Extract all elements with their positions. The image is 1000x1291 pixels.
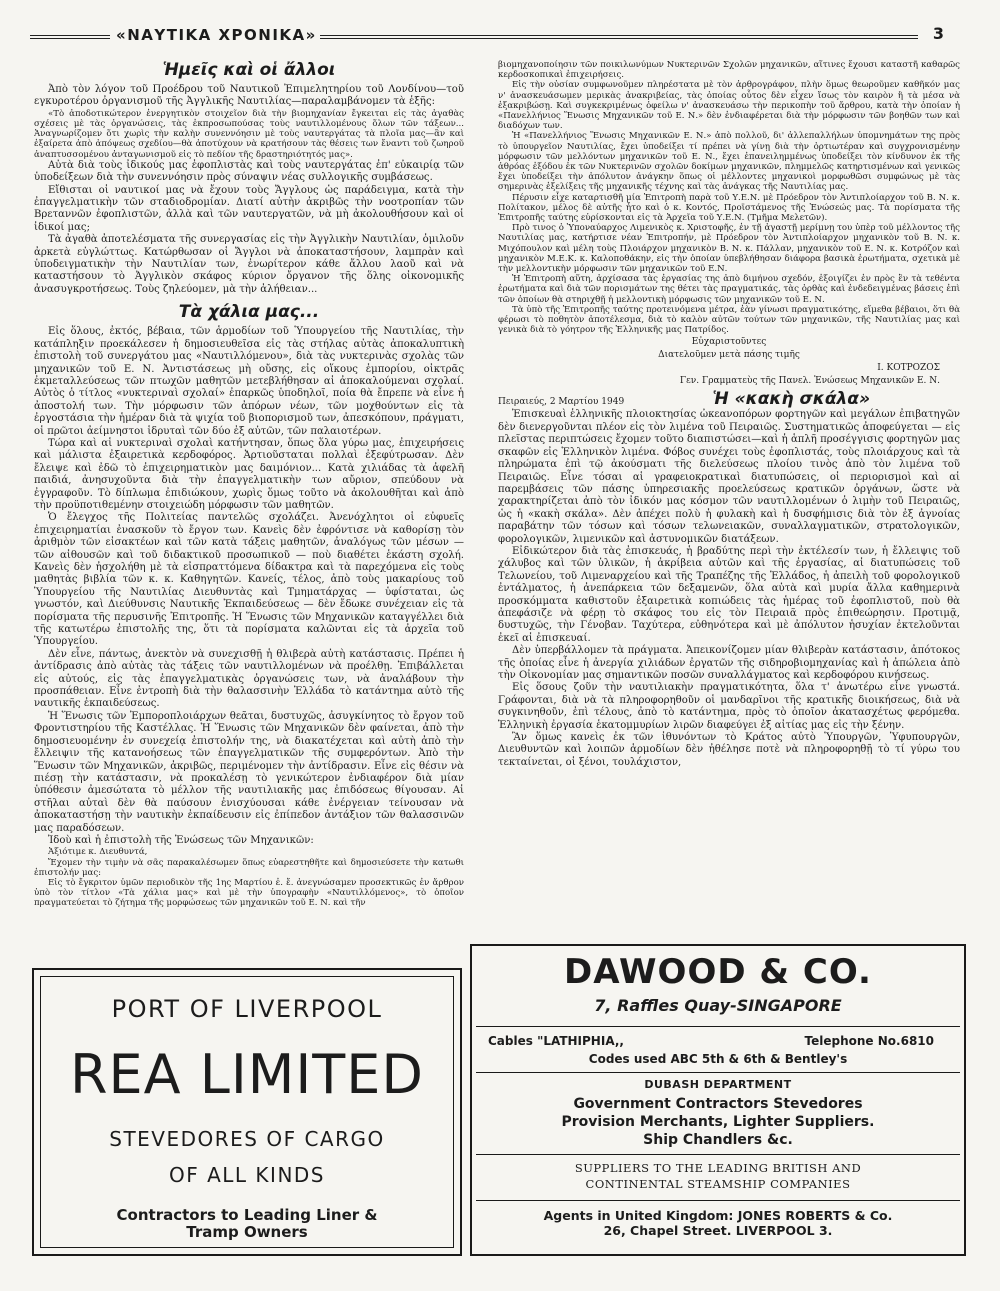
ad-service-line-2: OF ALL KINDS [169,1163,325,1187]
letter-paragraph: Πέρυσιν εἶχε καταρτισθῆ μία Ἐπιτροπὴ παρὰ τοῦ Υ.Ε.Ν. μὲ Πρόεδρον τὸν Ἀντιπλοίαρχον τοῦ Β. Ν. κ. Πολίτακον, μέλος δὲ αὐτῆς ἦτο καὶ ὁ κ. Κοντός, Προϊστάμενος τῆς Ἑνώσεώς μας. Τὰ πορίσματα τῆς Ἐπιτροπῆς ταύτης εὑρίσκονται εἰς τὰ Ἀρχεῖα τοῦ Υ.Ε.Ν. (Τμῆμα Μελετῶν). [498,192,960,224]
ad-service-line-3: Ship Chandlers &c. [643,1132,793,1148]
dateline-row [498,389,960,409]
ad-agents [472,1208,964,1238]
letter-paragraph: Εἰς τὸ ἔγκριτον ὑμῶν περιοδικὸν τῆς 1ης Μαρτίου ἐ. ἔ. ἀνεγνώσαμεν προσεκτικῶς ἐν ἄρθρον ὑπὸ τὸν τίτλον «Τὰ χάλια μας» καὶ μὲ τὴν ὑπογραφὴν «Ναυτιλλόμενος», τὸ ὁποῖον πραγματεύεται τὸ ζήτημα τῆς μορφώσεως τῶν μηχανικῶν τοῦ Ε. Ν. καὶ τῆν [34,877,464,909]
ad-service-line-2: Provision Merchants, Lighter Suppliers. [561,1114,875,1130]
letter-paragraph: Πρὸ τινος ὁ Ὑποναύαρχος Λιμενικὸς κ. Χριστοφῆς, ἐν τῇ ἀγαστῇ μερίμνῃ του ὑπὲρ τοῦ μέλλοντος τῆς Ναυτιλίας μας, κατήρτισε νέαν Ἐπιτροπήν, μὲ Πρόεδρον τὸν Ἀντιπλοίαρχον μηχανικὸν τοῦ Β. Ν. κ. Μιχόπουλον καὶ μέλη τοὺς Πλοιάρχον μηχανικὸν Β. Ν. κ. Πάλλαν, μηχανικὸν τοῦ Ε. Ν. κ. Κοτρόζον καὶ μηχανικὸν Μ.Ε.Κ. κ. Καλοποθάκην, εἰς τὴν ὁποίαν ὑπεβλήθησαν διάφορα βασικὰ ἐρωτήματα, σχετικὰ μὲ τὴν μελλοντικὴν μόρφωσιν τῶν μηχανικῶν τοῦ Ε.Ν. [498,223,960,275]
ad-inner-frame [40,976,454,1248]
header-rule-right [320,35,918,39]
dateline: Πειραιεύς, 2 Μαρτίου 1949 [498,397,625,408]
letter-signer-title: Γεν. Γραμματεὺς τῆς Πανελ. Ἑνώσεως Μηχανικῶν Ε. Ν. [679,376,940,387]
article-paragraph: Ἀπὸ τὸν λόγον τοῦ Προέδρου τοῦ Ναυτικοῦ Ἐπιμελητηρίου τοῦ Λονδίνου—τοῦ εγκυροτέρου ὀργανισμοῦ τῆς Ἀγγλικῆς Ναυτιλίας—παραλαμβάνομεν τὰ ἑξῆς: [34,84,464,108]
ad-telephone: Telephone No.6810 [804,1034,934,1048]
article-heading-our-mess: Τὰ χάλια μας... [178,302,320,323]
ad-divider [476,1026,960,1027]
letter-closing: Εὐχαριστοῦντες [691,337,767,348]
article-paragraph: Εἰς ὅσους ζοῦν τὴν ναυτιλιακὴν πραγματικότητα, ὅλα τ' ἀνωτέρω εἶνε γνωστά. Γράφονται, διὰ νὰ τὰ πληροφορηθοῦν οἱ μανδαρῖνοι τῆς κρατικῆς διοικήσεως, διὰ νὰ συγκινηθοῦν, ἐπὶ τέλους, ἀπὸ τὸ κατάντημα, πρὸς τὸ ὁποῖον ἀκατασχέτως φερόμεθα. Ἑλληνικὴ ἐργασία ἑκατομμυρίων λιρῶν διαφεύγει ἐξ αἰτίας μας εἰς τὴν ξένην. [498,682,960,731]
letter-paragraph: βιομηχανοποίησιν τῶν ποικιλωνύμων Νυκτερινῶν Σχολῶν μηχανικῶν, αἵτινες ἔχουσι καταστῆ καθαρῶς κερδοσκοπικαὶ ἐπιχειρήσεις. [498,60,960,81]
article-paragraph: Ἡ Ἕνωσις τῶν Ἐμποροπλοιάρχων θεᾶται, δυστυχῶς, ἀσυγκίνητος τὸ ἔργον τοῦ Φροντιστηρίου τῆς Καστέλλας. Ἡ Ἕνωσις τῶν Μηχανικῶν δὲν φαίνεται, ἀπὸ τὴν δημοσιευομένην ἐν συνεχείᾳ ἐπιστολήν της, νὰ διακατέχεται καὶ αὐτὴ ἀπὸ τὴν ἔλλειψιν τῆς κατανοήσεως τῶν ἐπαγγελματικῶν τῆς συμφερόντων. Ἀπὸ τὴν Ἕνωσιν τῶν Μηχανικῶν, ἀκριβῶς, περιμένομεν τὴν ἀντίδρασιν. Εἶνε εἰς θέσιν νὰ πιέσῃ τὴν κατάστασιν, νὰ προκαλέσῃ τὸ γενικώτερον ἐνδιαφέρον διὰ μίαν ὑπόθεσιν ἀμεσώτατα τὸ μέλλον τῆς ναυτιλιακῆς μας ἐπιδόσεως θίγουσαν. Αἱ στῆλαι αὐταὶ δὲν θὰ παύσουν ἐνισχύουσαι κάθε ἐνέργειαν τείνουσαν νὰ ἀποκαταστήσῃ τὴν ναυτικὴν ἐκπαίδευσιν εἰς ἐπίπεδον ἀντάξιον τῶν θαλασσινῶν μας παραδόσεων. [34,710,464,834]
ad-contractors-line-1: Contractors to Leading Liner & [116,1206,378,1224]
ad-service-line: Government Contractors Stevedores [573,1096,863,1112]
ad-port-title: PORT OF LIVERPOOL [111,995,383,1023]
letter-paragraph: Ἡ «Πανελλήνιος Ἕνωσις Μηχανικῶν Ε. Ν.» ἀπὸ πολλοῦ, δι' ἀλλεπαλλήλων ὑπομνημάτων της πρὸς τὸ ὑπουργεῖον Ναυτιλίας, ἔχει ὑποδείξει τί πρέπει νὰ γίνῃ διὰ τὴν ὀρτιωτέραν καὶ συγχρονισμένην μόρφωσιν τῶν μελλόντων μηχανικῶν τοῦ Ε. Ν., ἔχει ἐπανειλημμένως ὑποδείξει τὸν κίνδυνον ἐκ τῆς ἀθρόας ἐξόδου ἐκ τῶν Νυκτερινῶν σχολῶν δοκίμων μηχανικῶν, πλημμελῶς κατηρτισμένων καὶ γενικῶς ἔχει ὑποδείξει τὴν ἀπόλυτον ἀνάγκην ὅπως οἱ μέλλοντες μηχανικοὶ μορφωθῶσι συμφώνως μὲ τὰς σημερινὰς ἐξελίξεις τῆς μηχανικῆς τέχνης καὶ τὰς ἀνάγκας τῆς Ναυτιλίας μας. [498,131,960,193]
ad-divider [476,1200,960,1201]
article-quote: «Τὸ ἀποδοτικώτερον ἐνεργητικὸν στοιχεῖον διὰ τὴν βιομηχανίαν ἔγκειται εἰς τὰς ἀγαθὰς σχέσεις μὲ τὰς ὀργανώσεις, τὰς ἐκπροσωπούσας τοὺς ναυτιλλομένους ὅλων τῶν τάξεων... Ἀναγνωρίζομεν ὅτι χωρὶς τὴν καλὴν συνεννόησιν μὲ τοὺς ναυτεργάτας τὰ πλοῖα μας—ἂν καὶ ἐξαίρετα ἀπὸ ἀπόψεως σχεδίου—θὰ ἀποτύχουν νὰ κρατήσουν τὰς θέσεις των ἔναντι τοῦ ζωηροῦ ἀναπτυσσομένου ἀνταγωνισμοῦ εἰς τὸ πεδίον τῆς δραστηριότητός μας». [34,108,464,160]
ad-company-name: DAWOOD & CO. [564,952,872,992]
letter-paragraph: Τὰ ὑπὸ τῆς Ἐπιτροπῆς ταύτης προτεινόμενα μέτρα, ἐὰν γίνωσι πραγματικότης, εἴμεθα βέβαιοι, ὅτι θὰ φέρωσι τὸ ποθητὸν ἀποτέλεσμα, διὰ τὸ καλὸν αὐτῶν τούτων τῶν μηχανικῶν, τῆς Ναυτιλίας μας καὶ γενικὰ διὰ τὸ γόητρον τῆς Ἑλληνικῆς μας Πατρίδος. [498,304,960,336]
ad-department: DUBASH DEPARTMENT [644,1078,792,1091]
ad-service-line: STEVEDORES OF CARGO [109,1127,385,1151]
article-paragraph: Αὐτὰ διὰ τοὺς ἰδικούς μας ἐφοπλιστὰς καὶ τοὺς ναυτεργάτας ἐπ' εὐκαιρίᾳ τῶν ὑποδείξεων διὰ τὴν συνεννόησιν πρὸς σύναψιν νέας συλλογικῆς συμβάσεως. [34,159,464,184]
letter-signer: Ι. ΚΟΤΡΟΖΟΣ [877,363,940,374]
page-number: 3 [932,24,944,43]
article-heading-bad-port: Ἡ «κακὴ σκάλα» [712,389,870,410]
article-paragraph: Ἰδοὺ καὶ ἡ ἐπιστολὴ τῆς Ἑνώσεως τῶν Μηχανικῶν: [48,834,314,846]
ad-agents-line-1: Agents in United Kingdom: JONES ROBERTS & Co. [543,1208,893,1223]
advertisement-rea-limited [32,968,462,1256]
article-paragraph: Δὲν ὑπερβάλλομεν τὰ πράγματα. Ἀπεικονίζομεν μίαν θλιβερὰν κατάστασιν, ἀπότοκος τῆς ὁποίας εἶνε ἡ ἀνεργία χιλιάδων ἐργατῶν τῆς σιδηροβιομηχανίας καὶ ἡ ἀπώλεια ἀπὸ τὴν Οἰκονομίαν μας σημαντικῶν ποσῶν συναλλάγματος καὶ κερδοφόρου κινήσεως. [498,645,960,682]
ad-codes: Codes used ABC 5th & 6th & Bentley's [588,1052,848,1066]
ad-cables: Cables "LATHIPHIA,, [488,1034,624,1048]
left-column [34,60,464,960]
article-paragraph: Ὁ ἔλεγχος τῆς Πολιτείας παντελῶς σχολάζει. Ἀνενόχλητοι οἱ εὐφυεῖς ἐπιχειρηματίαι ἐνασκοῦν τὸ ἔργον των. Κανεὶς δὲν ἐφρόντισε νὰ καθορίσῃ τὸν ἀριθμὸν τῶν εἰσακτέων καὶ τῶν κατὰ τάξεις μαθητῶν, ἀναλόγως τῶν μέσων — τῶν αἰθουσῶν καὶ τοῦ διδακτικοῦ προσωπικοῦ — ποὺ διαθέτει ἑκάστη σχολή. Κανεὶς δὲν ἠσχολήθη μὲ τὰ εἰσπραττόμενα δίδακτρα καὶ τὰ παρεχόμενα εἰς τοὺς μαθητὰς βιβλία τῶν κ. κ. Καθηγητῶν. Κανείς, τέλος, ἀπὸ τοὺς μακαρίους τοῦ Ὑπουργείου τῆς Ναυτιλίας Διευθυντὰς καὶ Τμηματάρχας — ὑφίσταται, ὡς γνωστόν, καὶ Διεύθυνσις Ναυτικῆς Ἐκπαιδεύσεως — δὲν ἔδωκε συνέχειαν εἰς τὰ πορίσματα τῆς περυσινῆς Ἐπιτροπῆς. Ἡ Ἕνωσις τῶν Μηχανικῶν καταγγέλλει διὰ τῆς κατωτέρω ἐπιστολῆς της, ὅτι τὰ πορίσματα καλῶνται εἰς τὰ ἀρχεῖα τοῦ Ὑπουργείου. [34,512,464,648]
advertisement-dawood-co [470,944,966,1256]
article-paragraph: Ἂν ὅμως κανεὶς ἐκ τῶν ἰθυνόντων τὸ Κράτος αὐτὸ Ὑπουργῶν, Ὑφυπουργῶν, Διευθυντῶν καὶ λοιπῶν ἁρμοδίων δὲν ἠθέλησε ποτὲ νὰ πληροφορηθῇ τὸ τί γύρω του τεκταίνεται, οἱ ξένοι, τουλάχιστον, [498,732,960,768]
ad-suppliers-line-1: SUPPLIERS TO THE LEADING BRITISH AND [574,1161,862,1175]
article-paragraph: Εἰς ὅλους, ἐκτός, βέβαια, τῶν ἁρμοδίων τοῦ Ὑπουργείου τῆς Ναυτιλίας, τὴν κατάπληξιν προεκάλεσεν ἡ δημοσιευθεῖσα εἰς τὰς στήλας αὐτὰς ἀποκαλυπτικὴ ἐπιστολὴ τοῦ συνεργάτου μας «Ναυτιλλόμενου», διὰ τὰς νυκτερινὰς σχολὰς τῶν μηχανικῶν τοῦ Ε. Ν. Ἀντιστάσεως μὴ οὔσης, εἰς οἵκους ἐμπορίου, οἰκτρᾶς ἐκμεταλλεύσεως τῶν πτωχῶν μαθητῶν μετεβλήθησαν αἱ ἀποκαλούμεναι σχολαί. Αὐτὸς ὁ τίτλος «νυκτεριναὶ σχολαί» ἐπαρκῶς ὑποδηλοῖ, ποία θὰ ἔπρεπε νὰ εἶνε ἡ ἀποστολή των. Τὴν μόρφωσιν τῶν ἀπόρων νέων, τῶν μοχθούντων εἰς τὰ ἐργοστάσια τὴν ἡμέραν διὰ τὰ ψιχία τοῦ βιοπορισμοῦ των, ἀπεσκόπουν, πράγματι, οἱ πρῶτοι ἀείμνηστοι ἱδρυταὶ τῶν δύο ἐξ αὐτῶν, τῶν παλαιοτέρων. [34,326,464,437]
header-rule-left [30,35,110,39]
ad-suppliers-line-2: CONTINENTAL STEAMSHIP COMPANIES [585,1177,851,1191]
article-heading-us-and-others: Ἡμεῖς καὶ οἱ ἄλλοι [162,60,336,80]
ad-divider [476,1072,960,1073]
article-paragraph: Εἰδικώτερον διὰ τὰς ἐπισκευάς, ἡ βραδύτης περὶ τὴν ἐκτέλεσίν των, ἡ ἔλλειψις τοῦ χάλυβος καὶ τῶν ὑλικῶν, ἡ ἀκρίβεια αὐτῶν καὶ τῆς ἐργασίας, αἱ διατυπώσεις τοῦ Τελωνείου, τοῦ Λιμεναρχείου καὶ τῆς Τραπέζης τῆς Ἑλλάδος, ἡ ἀπειλὴ τοῦ φορολογικοῦ ἐντάλματος, ἡ ἀνεπάρκεια τῶν δεξαμενῶν, ὅλα αὐτὰ καὶ μυρία ἄλλα καθημερινὰ προσκόμματα καθιστοῦν ἐξαιρετικὰ κοπιώδεις τὰς ἡμέρας τοῦ ἐφοπλιστοῦ, ποὺ θὰ ἀπεφάσιζε νὰ φέρῃ τὸ σκάφος του εἰς τὸν Πειραιᾶ πρὸς ἐπιθεώρησιν. Προτιμᾷ, δυστυχῶς, τὴν Γένοβαν. Ταχύτερα, εὐθηνότερα καὶ μὲ ἀπόλυτον ἡσυχίαν ἐκτελοῦνται ἐκεῖ αἱ ἐπισκευαί. [498,545,960,644]
ad-address: 7, Raffles Quay-SINGAPORE [594,996,842,1015]
letter-salutation: Ἀξιότιμε κ. Διευθυντά, [48,847,148,858]
ad-company-name: REA LIMITED [70,1043,424,1106]
article-paragraph: Εἴθισται οἱ ναυτικοί μας νὰ ἔχουν τοὺς Ἄγγλους ὡς παράδειγμα, κατὰ τὴν ἐπαγγελματικὴν τῶν σταδιοδρομίαν. Διατί αὐτὴν ἀκριβῶς τὴν νοοτροπίαν τῶν Βρεταννῶν ἐφοπλιστῶν, ἀλλὰ καὶ τῶν ναυτεργατῶν, νὰ μὴ ἀκολουθήσουν καὶ οἱ ἰδικοί μας; [34,184,464,233]
letter-closing-2: Διατελοῦμεν μετὰ πάσης τιμῆς [658,350,800,361]
article-paragraph: Τὰ ἀγαθὰ ἀποτελέσματα τῆς συνεργασίας εἰς τὴν Ἀγγλικὴν Ναυτιλίαν, ὁμιλοῦν ἀρκετὰ εὐγλώττως. Κατώρθωσαν οἱ Ἄγγλοι νὰ ἀποκαταστήσουν, λαμπρὰν καὶ ὑποδειγματικὴν τὴν Ναυτιλίαν των, ἐνωρίτερον κάθε ἄλλου λαοῦ καὶ νὰ καταστήσουν τὸ Ἀγγλικὸν σκάφος κύριον ὄργανον τῆς ὅλης οἰκονομικῆς ἀνασυγκροτήσεως. Τοὺς ζηλεύομεν, μὰ τὴν ἀλήθειαν... [34,234,464,295]
letter-paragraph: Εἰς τὴν οὐσίαν συμφωνοῦμεν πληρέστατα μὲ τὸν ἀρθρογράφον, πλὴν ὅμως θεωροῦμεν καθῆκόν μας ν' ἀνασκευάσωμεν μερικὰς ἀνακριβείας, τὰς ὁποίας οὗτος δὲν εἶχεν ἴσως τὸν καιρὸν ἢ τὰ μέσα νὰ ἐξακριβώσῃ. Καὶ συγκεκριμένως ὀφείλω ν' ἀνασκευάσω τὴν περικοπὴν τοῦ ἄρθρου, κατὰ τὴν ὁποίαν ἡ «Πανελλήνιος Ἕνωσις Μηχανικῶν τοῦ Ε. Ν.» δὲν ἐνδιαφέρεται διὰ τὴν μόρφωσιν τῶν βοηθῶν των καὶ διαδόχων των. [498,80,960,132]
article-paragraph: Τώρα καὶ αἱ νυκτεριναὶ σχολαὶ κατήντησαν, ὅπως ὅλα γύρω μας, ἐπιχειρήσεις καὶ μάλιστα ἐξαιρετικὰ κερδοφόρος. Ἀρτιοῦσταται πολλαὶ ἐξεφύτρωσαν. Δὲν ἔλειψε καὶ ἐδῶ τὸ ἐπιχειρηματικὸν μας δαιμόνιον... Κατὰ χιλιάδας τὰ ἀφελῆ παιδιά, ἀνησυχοῦντα διὰ τὴν ἐπαγγελματικὴν των αὔριον, σπεύδουν νὰ ἐγγραφοῦν. Τὸ δίπλωμα ἐπιδιώκουν, χωρὶς ὅμως τοῦτο νὰ ἀκολουθῆται καὶ ἀπὸ τὴν προϋποτιθεμένην στοιχειώδη μόρφωσιν τῶν μαθητῶν. [34,437,464,511]
ad-contractors-line-2: Tramp Owners [186,1223,308,1241]
article-paragraph: Ἐπισκευαὶ ἑλληνικῆς πλοιοκτησίας ὠκεανοπόρων φορτηγῶν καὶ μεγάλων ἐπιβατηγῶν δὲν διενεργοῦνται πλέον εἰς τὸν λιμένα τοῦ Πειραιῶς. Συστηματικῶς ἀποφεύγεται — εἰς πλεῖστας περιπτώσεις ἔχομεν τοῦτο διαπιστώσει—καὶ ἡ ἁπλῆ προσέγγισις φορτηγῶν μας σκαφῶν εἰς Ἑλληνικὸν λιμένα. Φόβος συνέχει τοὺς ἐφοπλιστάς, τοὺς πλοιάρχους καὶ τὰ πληρώματα ἐπὶ τῷ ἀκούσματι τῆς διελεύσεως πλοίου τινὸς ἀπὸ τὸν λιμένα τοῦ Πειραιῶς. Εἶνε τόσαι αἱ γραφειοκρατικαὶ διατυπώσεις, οἱ περιορισμοὶ καὶ αἱ παρεμβάσεις τῶν πάσης ὑπηρεσιακῆς προελεύσεως κρατικῶν ὀργάνων, ὥστε νὰ χαρακτηρίζεται ἀπὸ τὸν ἰδικόν μας κόσμον τῶν ναυτιλλομένων ὁ λιμὴν τοῦ Πειραιῶς, ὡς ἡ «κακὴ σκάλα». Δὲν ἀπέχει πολὺ ἡ φυλακὴ καὶ ἡ δυσφήμισις διὰ τὸν ἐξ ἀγνοίας παραβάτην τῶν τόσων καὶ τόσων τελωνειακῶν, συναλλαγματικῶν, στρατολογικῶν, φορολογικῶν, λιμενικῶν καὶ ἀστυνομικῶν διατάξεων. [498,409,960,545]
letter-paragraph: Ἔχομεν τὴν τιμὴν νὰ σᾶς παρακαλέσωμεν ὅπως εὐαρεστηθῆτε καὶ δημοσιεύσετε τὴν κατωθι ἐπιστολήν μας: [34,857,464,878]
article-paragraph: Δὲν εἶνε, πάντως, ἀνεκτὸν νὰ συνεχισθῇ ἡ θλιβερὰ αὐτὴ κατάστασις. Πρέπει ἡ ἀντίδρασις ἀπὸ αὐτὰς τὰς τάξεις τῶν ναυτιλλομένων νὰ προέλθῃ. Ἐπιβάλλεται εἰς αὐτούς, εἰς τὰς ἐπαγγελματικὰς ὀργανώσεις των, νὰ ἀναλάβουν τὴν προσπάθειαν. Εἶνε ἐντροπὴ διὰ τὴν θαλασσινὴν Ἑλλάδα τὸ κατάντημα αὐτὸ τῆς ναυτικῆς ἐκπαιδεύσεως. [34,648,464,710]
ad-divider [476,1154,960,1155]
ad-contractors [41,1207,453,1241]
letter-paragraph: Ἡ Ἐπιτροπὴ αὕτη, ἀρχίσασα τὰς ἐργασίας της ἀπὸ διμήνου σχεδόν, ἐξοιγίζει ἐν πρὸς ἓν τὰ τεθέντα ἐρωτήματα καὶ διὰ τῶν πορισμάτων της θέτει τὰς πραγματικάς, τὰς ὀρθὰς καὶ ἐνδεδειγμένας βάσεις ἐπὶ τῶν ὁποίων θὰ στηριχθῇ ἡ μελλοντικὴ μόρφωσις τῶν μηχανικῶν τοῦ Ε. Ν. [498,274,960,305]
publication-title: «ΝΑΥΤΙΚΑ ΧΡΟΝΙΚΑ» [116,26,317,44]
ad-agents-line-2: 26, Chapel Street. LIVERPOOL 3. [603,1223,833,1238]
right-column [498,60,960,950]
page-header [30,26,958,48]
